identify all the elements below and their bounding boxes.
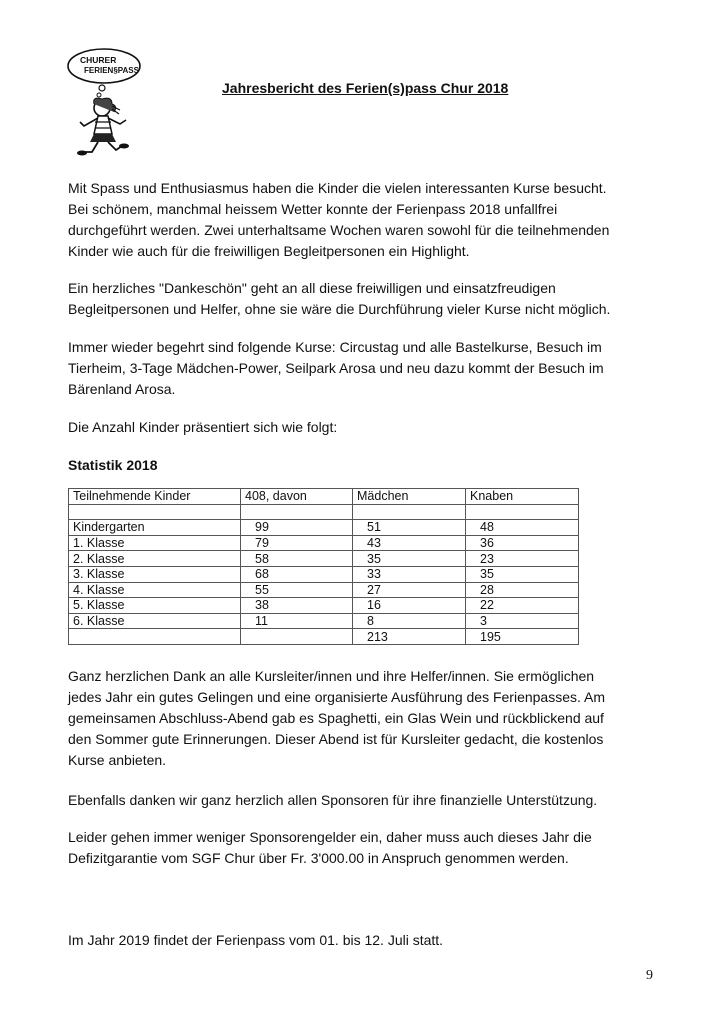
sponsor-decline-paragraph xyxy=(68,827,668,869)
table-row xyxy=(69,613,579,629)
girls-cell: 8 xyxy=(353,613,466,629)
boys-cell: 48 xyxy=(466,520,579,536)
text-line: Defizitgarantie vom SGF Chur über Fr. 3'000.00 in Anspruch genommen werden. xyxy=(68,850,569,866)
table-row xyxy=(69,504,579,520)
total-cell: 79 xyxy=(241,535,353,551)
table-row xyxy=(69,566,579,582)
total-cell: 38 xyxy=(241,598,353,614)
girls-cell: Mädchen xyxy=(353,489,466,505)
category-cell: 2. Klasse xyxy=(69,551,241,567)
boys-cell: 3 xyxy=(466,613,579,629)
boys-cell: 22 xyxy=(466,598,579,614)
category-cell: 6. Klasse xyxy=(69,613,241,629)
total-cell xyxy=(241,629,353,645)
total-cell: 55 xyxy=(241,582,353,598)
text-line: Bei schönem, manchmal heissem Wetter konnte der Ferienpass 2018 unfallfrei xyxy=(68,201,558,217)
girls-cell: 35 xyxy=(353,551,466,567)
popular-courses-paragraph xyxy=(68,337,668,400)
boys-cell: Knaben xyxy=(466,489,579,505)
boys-cell: 28 xyxy=(466,582,579,598)
text-line: Ganz herzlichen Dank an alle Kursleiter/innen und ihre Helfer/innen. Sie ermöglichen xyxy=(68,668,595,684)
boys-cell xyxy=(466,504,579,520)
table-row xyxy=(69,535,579,551)
total-cell: 99 xyxy=(241,520,353,536)
table-row xyxy=(69,582,579,598)
girls-cell: 213 xyxy=(353,629,466,645)
category-cell xyxy=(69,629,241,645)
boys-cell: 195 xyxy=(466,629,579,645)
statistics-table xyxy=(68,488,579,645)
girls-cell: 43 xyxy=(353,535,466,551)
category-cell: 5. Klasse xyxy=(69,598,241,614)
thanks-leaders-paragraph xyxy=(68,666,668,771)
boys-cell: 35 xyxy=(466,566,579,582)
intro-paragraph xyxy=(68,178,668,262)
table-row xyxy=(69,520,579,536)
logo-text-line1: CHURER xyxy=(80,55,117,65)
girls-cell: 33 xyxy=(353,566,466,582)
thanks-helpers-paragraph xyxy=(68,278,668,320)
text-line: Kinder wie auch für die freiwilligen Begleitpersonen ein Highlight. xyxy=(68,243,470,259)
category-cell: Kindergarten xyxy=(69,520,241,536)
text-line: jedes Jahr ein gutes Gelingen und eine organisierte Ausführung des Ferienpasses. Am xyxy=(68,689,606,705)
statistics-heading: Statistik 2018 xyxy=(68,457,158,473)
logo-text-line2: FERIEN§PASS xyxy=(84,66,139,75)
text-line: Bärenland Arosa. xyxy=(68,381,176,397)
churer-ferienpass-logo xyxy=(62,46,158,160)
category-cell: 4. Klasse xyxy=(69,582,241,598)
thanks-sponsors-paragraph xyxy=(68,790,668,811)
text-line: Immer wieder begehrt sind folgende Kurse: Circustag und alle Bastelkurse, Besuch im xyxy=(68,339,602,355)
total-cell: 408, davon xyxy=(241,489,353,505)
total-cell xyxy=(241,504,353,520)
total-cell: 58 xyxy=(241,551,353,567)
girls-cell: 27 xyxy=(353,582,466,598)
table-header-row xyxy=(69,489,579,505)
text-line: den Sommer gute Erinnerungen. Dieser Abend ist für Kursleiter gedacht, die kostenlos xyxy=(68,731,604,747)
text-line: Mit Spass und Enthusiasmus haben die Kinder die vielen interessanten Kurse besucht. xyxy=(68,180,607,196)
total-cell: 11 xyxy=(241,613,353,629)
text-line: Ein herzliches "Dankeschön" geht an all diese freiwilligen und einsatzfreudigen xyxy=(68,280,556,296)
table-row xyxy=(69,598,579,614)
text-line: Tierheim, 3-Tage Mädchen-Power, Seilpark Arosa und neu dazu kommt der Besuch im xyxy=(68,360,604,376)
girls-cell: 51 xyxy=(353,520,466,536)
count-intro xyxy=(68,417,668,438)
category-cell: 1. Klasse xyxy=(69,535,241,551)
text-line: Die Anzahl Kinder präsentiert sich wie folgt: xyxy=(68,419,338,435)
total-cell: 68 xyxy=(241,566,353,582)
girls-cell xyxy=(353,504,466,520)
next-year-paragraph xyxy=(68,930,668,951)
text-line: Im Jahr 2019 findet der Ferienpass vom 01. bis 12. Juli statt. xyxy=(68,932,444,948)
category-cell: Teilnehmende Kinder xyxy=(69,489,241,505)
boys-cell: 36 xyxy=(466,535,579,551)
table-row xyxy=(69,629,579,645)
report-title: Jahresbericht des Ferien(s)pass Chur 2018 xyxy=(222,80,509,96)
table-row xyxy=(69,551,579,567)
category-cell: 3. Klasse xyxy=(69,566,241,582)
text-line: gemeinsamen Abschluss-Abend gab es Spaghetti, ein Glas Wein und rückblickend auf xyxy=(68,710,604,726)
girls-cell: 16 xyxy=(353,598,466,614)
text-line: Leider gehen immer weniger Sponsorengelder ein, daher muss auch dieses Jahr die xyxy=(68,829,592,845)
text-line: Ebenfalls danken wir ganz herzlich allen Sponsoren für ihre finanzielle Unterstützung. xyxy=(68,792,598,808)
text-line: durchgeführt werden. Zwei unterhaltsame Wochen waren sowohl für die teilnehmenden xyxy=(68,222,610,238)
page-number: 9 xyxy=(646,968,653,983)
text-line: Begleitpersonen und Helfer, ohne sie wäre die Durchführung vieler Kurse nicht möglich. xyxy=(68,301,611,317)
boys-cell: 23 xyxy=(466,551,579,567)
text-line: Kurse anbieten. xyxy=(68,752,167,768)
category-cell xyxy=(69,504,241,520)
